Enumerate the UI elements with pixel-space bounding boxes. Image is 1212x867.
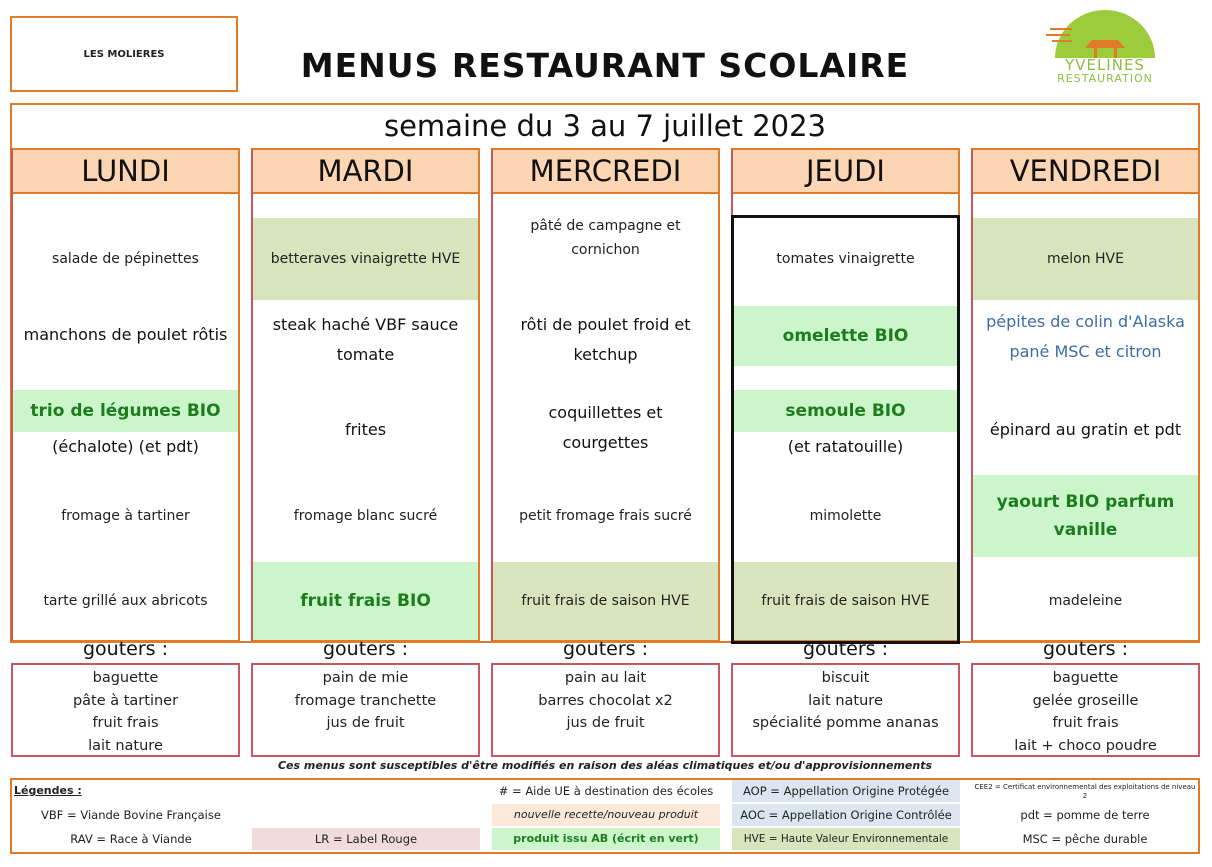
legend-box [10,778,1200,854]
legend-hve: HVE = Haute Valeur Environnementale [732,828,960,850]
gouter-title: gouters : [802,638,889,660]
gouter-title: gouters : [82,638,169,660]
gouter-item: jus de fruit [566,715,645,731]
menu-accompagnement [253,390,478,470]
gouter-item: barres chocolat x2 [538,692,673,709]
gouter-item: fruit frais [92,715,159,731]
gouter-box-lundi [11,663,240,757]
menu-entree [253,218,478,300]
plat-line2: tomate [336,345,395,364]
laitage-text: fromage à tartiner [61,508,190,524]
gouter-item: jus de fruit [326,715,405,731]
legend-pdt: pdt = pomme de terre [1020,808,1150,822]
day-column-vendredi [971,148,1200,642]
day-column-lundi [11,148,240,642]
gouter-title: gouters : [322,638,409,660]
gouter-item: pain de mie [322,670,409,686]
accomp-bio-text: semoule BIO [785,401,906,421]
menu-accompagnement-bio [13,390,238,432]
legend-aoc: AOC = Appellation Origine Contrôlée [732,804,960,826]
laitage-text: petit fromage frais sucré [519,508,692,524]
plat-text: manchons de poulet rôtis [23,325,228,344]
entree-line1: pâté de campagne et [530,218,681,234]
gouter-item: fruit frais [1052,715,1119,731]
legend-cee2 [972,783,1198,801]
gouter-box-vendredi [971,663,1200,757]
laitage-text: mimolette [809,508,882,524]
laitage-text: fromage blanc sucré [293,508,438,524]
gouter-item: fromage tranchette [294,692,437,709]
menu-accompagnement-detail [13,432,238,462]
entree-text: melon HVE [1047,251,1124,267]
gouter-item: baguette [92,670,159,686]
entree-line2: cornichon [571,242,640,258]
gouter-box-jeudi [731,663,960,757]
gouter-item: pain au lait [564,670,647,686]
school-name: LES MOLIERES [83,48,165,60]
legend-aop: AOP = Appellation Origine Protégée [732,780,960,802]
day-column-mardi [251,148,480,642]
menu-laitage-bio [973,475,1198,557]
legend-aide-ue: # = Aide UE à destination des écoles [498,784,714,798]
menu-plat-msc [973,300,1198,374]
menu-plat [493,305,718,375]
gouter-item: pâte à tartiner [72,692,179,709]
laitage-line1: yaourt BIO parfum [996,492,1175,512]
plat-line1: rôti de poulet froid et [520,315,691,334]
menu-laitage [13,475,238,557]
plat-line1: steak haché VBF sauce [272,315,459,334]
menu-laitage [253,475,478,557]
gouter-box-mardi [251,663,480,757]
menu-plat [13,300,238,370]
gouter-item: lait nature [808,692,883,709]
week-label: semaine du 3 au 7 juillet 2023 [383,109,827,143]
gouter-item: baguette [1052,670,1119,686]
plat-text: omelette BIO [782,326,909,346]
today-highlight-frame [731,215,960,644]
gouter-item: gelée groseille [1032,692,1139,709]
menu-dessert [13,560,238,642]
legend-title: Légendes : [14,784,82,797]
dessert-text: madeleine [1048,593,1123,609]
accomp-bio-text: trio de légumes BIO [30,401,221,421]
accomp-detail-text: (échalote) (et pdt) [52,437,199,456]
yvelines-restauration-logo [1030,8,1180,93]
accomp-text: épinard au gratin et pdt [989,420,1182,439]
legend-rav: RAV = Race à Viande [70,832,192,846]
accomp-line2: courgettes [562,433,649,452]
menu-accompagnement [973,390,1198,470]
menu-laitage [493,475,718,557]
menu-entree [13,218,238,300]
day-header: JEUDI [733,150,958,194]
gouter-box-mercredi [491,663,720,757]
accomp-detail-text: (et ratatouille) [787,437,904,456]
gouter-item: spécialité pomme ananas [752,715,939,731]
gouter-title: gouters : [562,638,649,660]
legend-cee2-line1: CEE2 = Certificat environnemental des exploitations de niveau [974,783,1196,791]
dessert-text: fruit frais BIO [300,591,431,611]
laitage-line2: vanille [1053,520,1118,540]
accomp-text: frites [344,420,387,439]
day-header: MARDI [253,150,478,194]
page-title: MENUS RESTAURANT SCOLAIRE [300,46,910,85]
legend-produit-ab: produit issu AB (écrit en vert) [492,828,720,850]
menu-dessert [493,562,718,640]
menu-entree [973,218,1198,300]
entree-text: salade de pépinettes [52,251,199,267]
menu-plat [253,305,478,375]
dessert-text: fruit frais de saison HVE [761,593,930,609]
gouter-item: biscuit [821,670,870,686]
school-name-box [10,16,238,92]
logo-graphic [1030,8,1180,58]
logo-text-restauration: RESTAURATION [1057,72,1153,85]
entree-text: betteraves vinaigrette HVE [270,251,461,267]
menu-dessert-bio [253,562,478,640]
day-header: VENDREDI [973,150,1198,194]
plat-line2: ketchup [573,345,638,364]
gouter-title: gouters : [1042,638,1129,660]
legend-vbf: VBF = Viande Bovine Française [41,808,221,822]
dessert-text: fruit frais de saison HVE [521,593,690,609]
legend-msc: MSC = pêche durable [1022,832,1148,846]
legend-label-rouge: LR = Label Rouge [252,828,480,850]
gouter-item: lait nature [88,737,163,754]
day-column-mercredi [491,148,720,642]
menu-entree [493,212,718,264]
day-header: LUNDI [13,150,238,194]
menu-accompagnement [493,395,718,461]
dessert-text: tarte grillé aux abricots [43,593,208,609]
gouter-item: lait + choco poudre [1014,737,1157,754]
menu-dessert [973,560,1198,642]
plat-line2: pané MSC et citron [1009,342,1162,361]
entree-text: tomates vinaigrette [776,251,915,267]
legend-nouvelle-recette: nouvelle recette/nouveau produit [492,804,720,826]
disclaimer-notice: Ces menus sont susceptibles d'être modifiés en raison des aléas climatiques et/ou d'approvisionnements [277,759,933,772]
day-header: MERCREDI [493,150,718,194]
plat-line1: pépites de colin d'Alaska [986,312,1185,331]
legend-cee2-line2: 2 [1082,792,1088,800]
accomp-line1: coquillettes et [548,403,663,422]
logo-text-yvelines: YVELINES [1065,56,1145,74]
